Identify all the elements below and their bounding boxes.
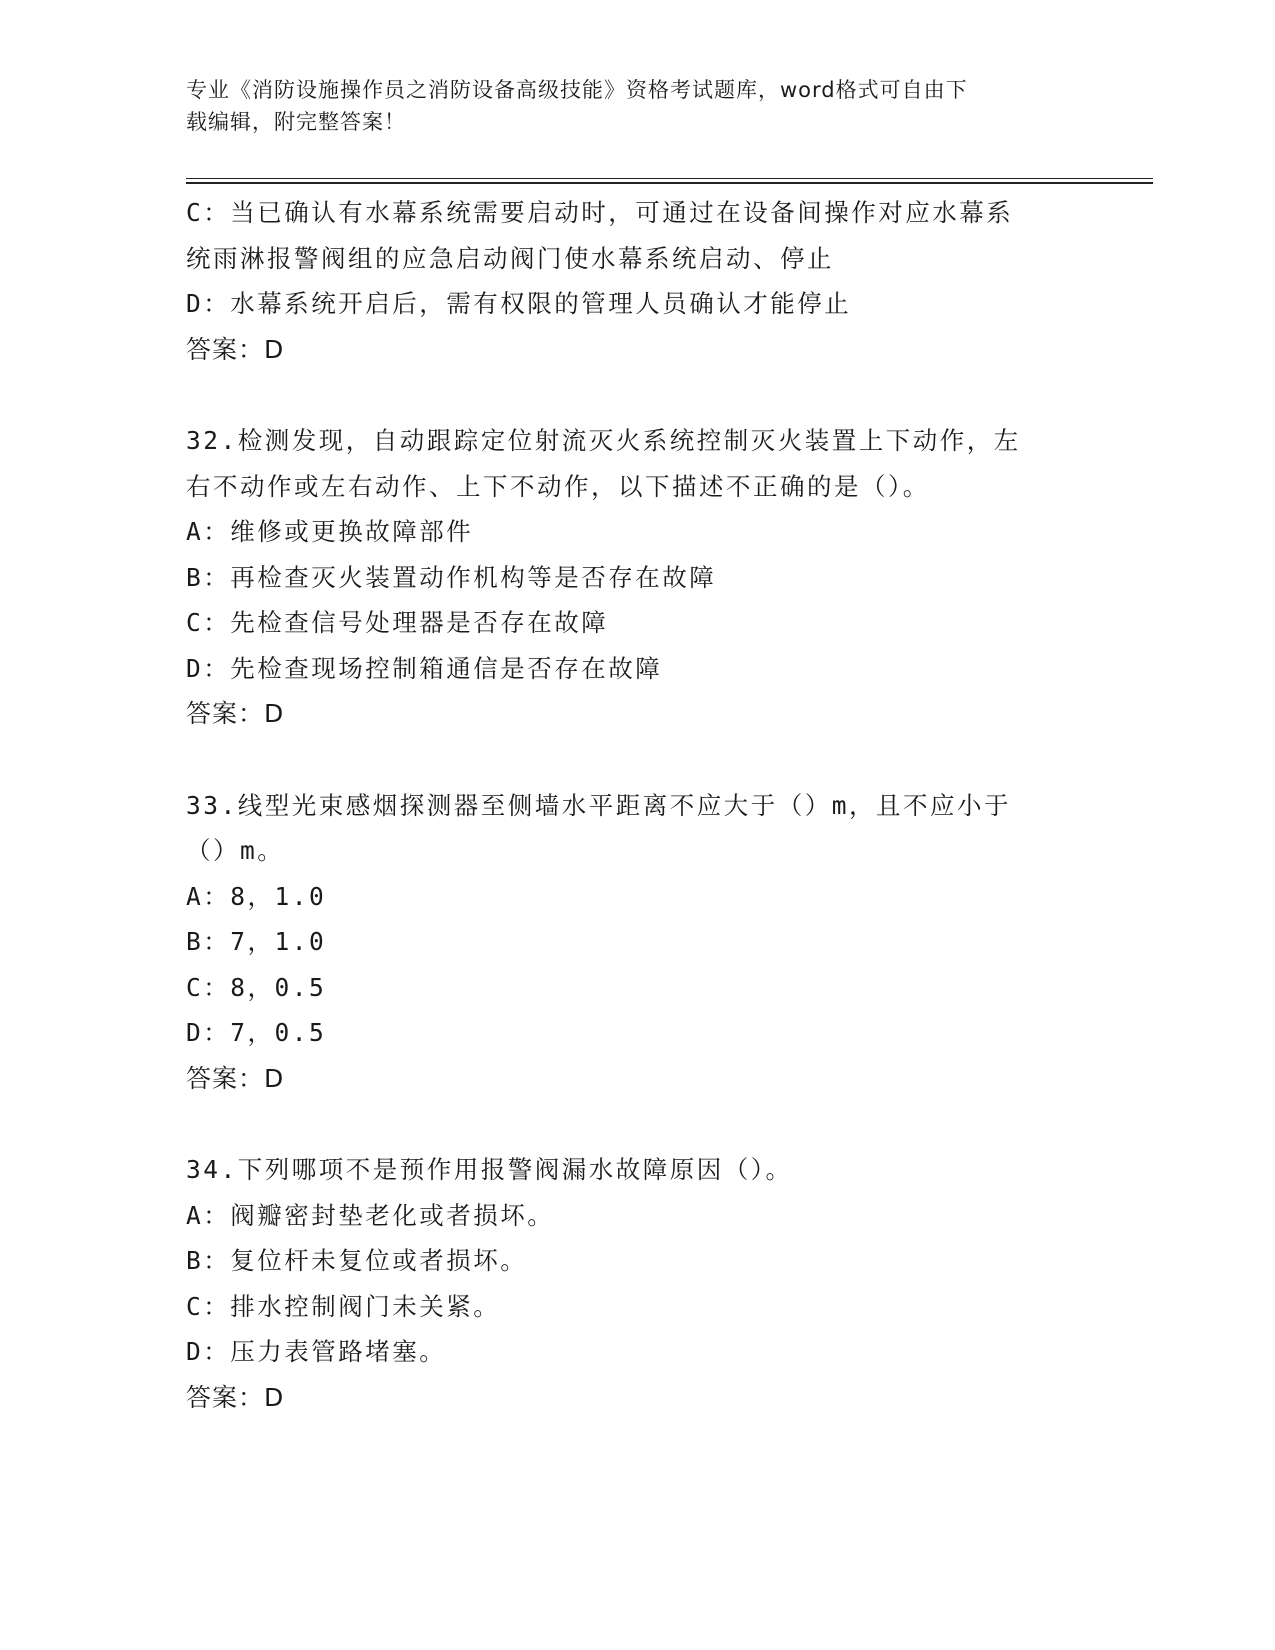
question-33	[186, 783, 1086, 1102]
question-31-tail	[186, 190, 1086, 372]
q33-option-b: B：7，1.0	[186, 927, 327, 956]
question-34	[186, 1147, 1086, 1420]
q32-option-c: C：先检查信号处理器是否存在故障	[186, 608, 609, 637]
q31-option-d: D：水幕系统开启后，需有权限的管理人员确认才能停止	[186, 289, 852, 318]
q32-answer: 答案：D	[186, 699, 285, 728]
header-divider-thin	[186, 178, 1153, 179]
q32-option-a: A：维修或更换故障部件	[186, 517, 474, 546]
q33-answer: 答案：D	[186, 1063, 285, 1093]
q34-option-d: D：压力表管路堵塞。	[186, 1337, 447, 1366]
q33-option-a: A：8，1.0	[186, 881, 327, 911]
q33-option-c: C：8，0.5	[186, 972, 327, 1002]
q33-stem-line-1: 33.线型光束感烟探测器至侧墙水平距离不应大于（）m，且不应小于	[186, 790, 1011, 820]
q31-answer: 答案：D	[186, 334, 285, 364]
q31-option-c-line-1: C：当已确认有水幕系统需要启动时，可通过在设备间操作对应水幕系	[186, 198, 1014, 227]
page-header	[186, 74, 1066, 138]
q32-option-b: B：再检查灭火装置动作机构等是否存在故障	[186, 562, 717, 592]
q34-option-b: B：复位杆未复位或者损坏。	[186, 1246, 528, 1275]
header-divider-thick	[186, 182, 1153, 184]
question-list	[186, 190, 1086, 1420]
q32-stem-line-2: 右不动作或左右动作、上下不动作，以下描述不正确的是（）。	[186, 471, 930, 501]
q34-option-c: C：排水控制阀门未关紧。	[186, 1291, 501, 1321]
q33-stem-line-2: （）m。	[186, 836, 285, 865]
q34-option-a: A：阀瓣密封垫老化或者损坏。	[186, 1200, 555, 1230]
spacer	[186, 1101, 1086, 1147]
spacer	[186, 372, 1086, 418]
header-line-1: 专业《消防设施操作员之消防设备高级技能》资格考试题库，word格式可自由下	[186, 78, 968, 102]
header-line-2: 载编辑，附完整答案！	[186, 110, 406, 134]
spacer	[186, 737, 1086, 783]
q32-stem-line-1: 32.检测发现，自动跟踪定位射流灭火系统控制灭火装置上下动作，左	[186, 426, 1021, 455]
question-32	[186, 418, 1086, 737]
q32-option-d: D：先检查现场控制箱通信是否存在故障	[186, 653, 663, 683]
q34-answer: 答案：D	[186, 1382, 285, 1412]
q31-option-c-line-2: 统雨淋报警阀组的应急启动阀门使水幕系统启动、停止	[186, 243, 834, 273]
q33-option-d: D：7，0.5	[186, 1018, 327, 1047]
q34-stem-line-1: 34.下列哪项不是预作用报警阀漏水故障原因（）。	[186, 1155, 793, 1184]
